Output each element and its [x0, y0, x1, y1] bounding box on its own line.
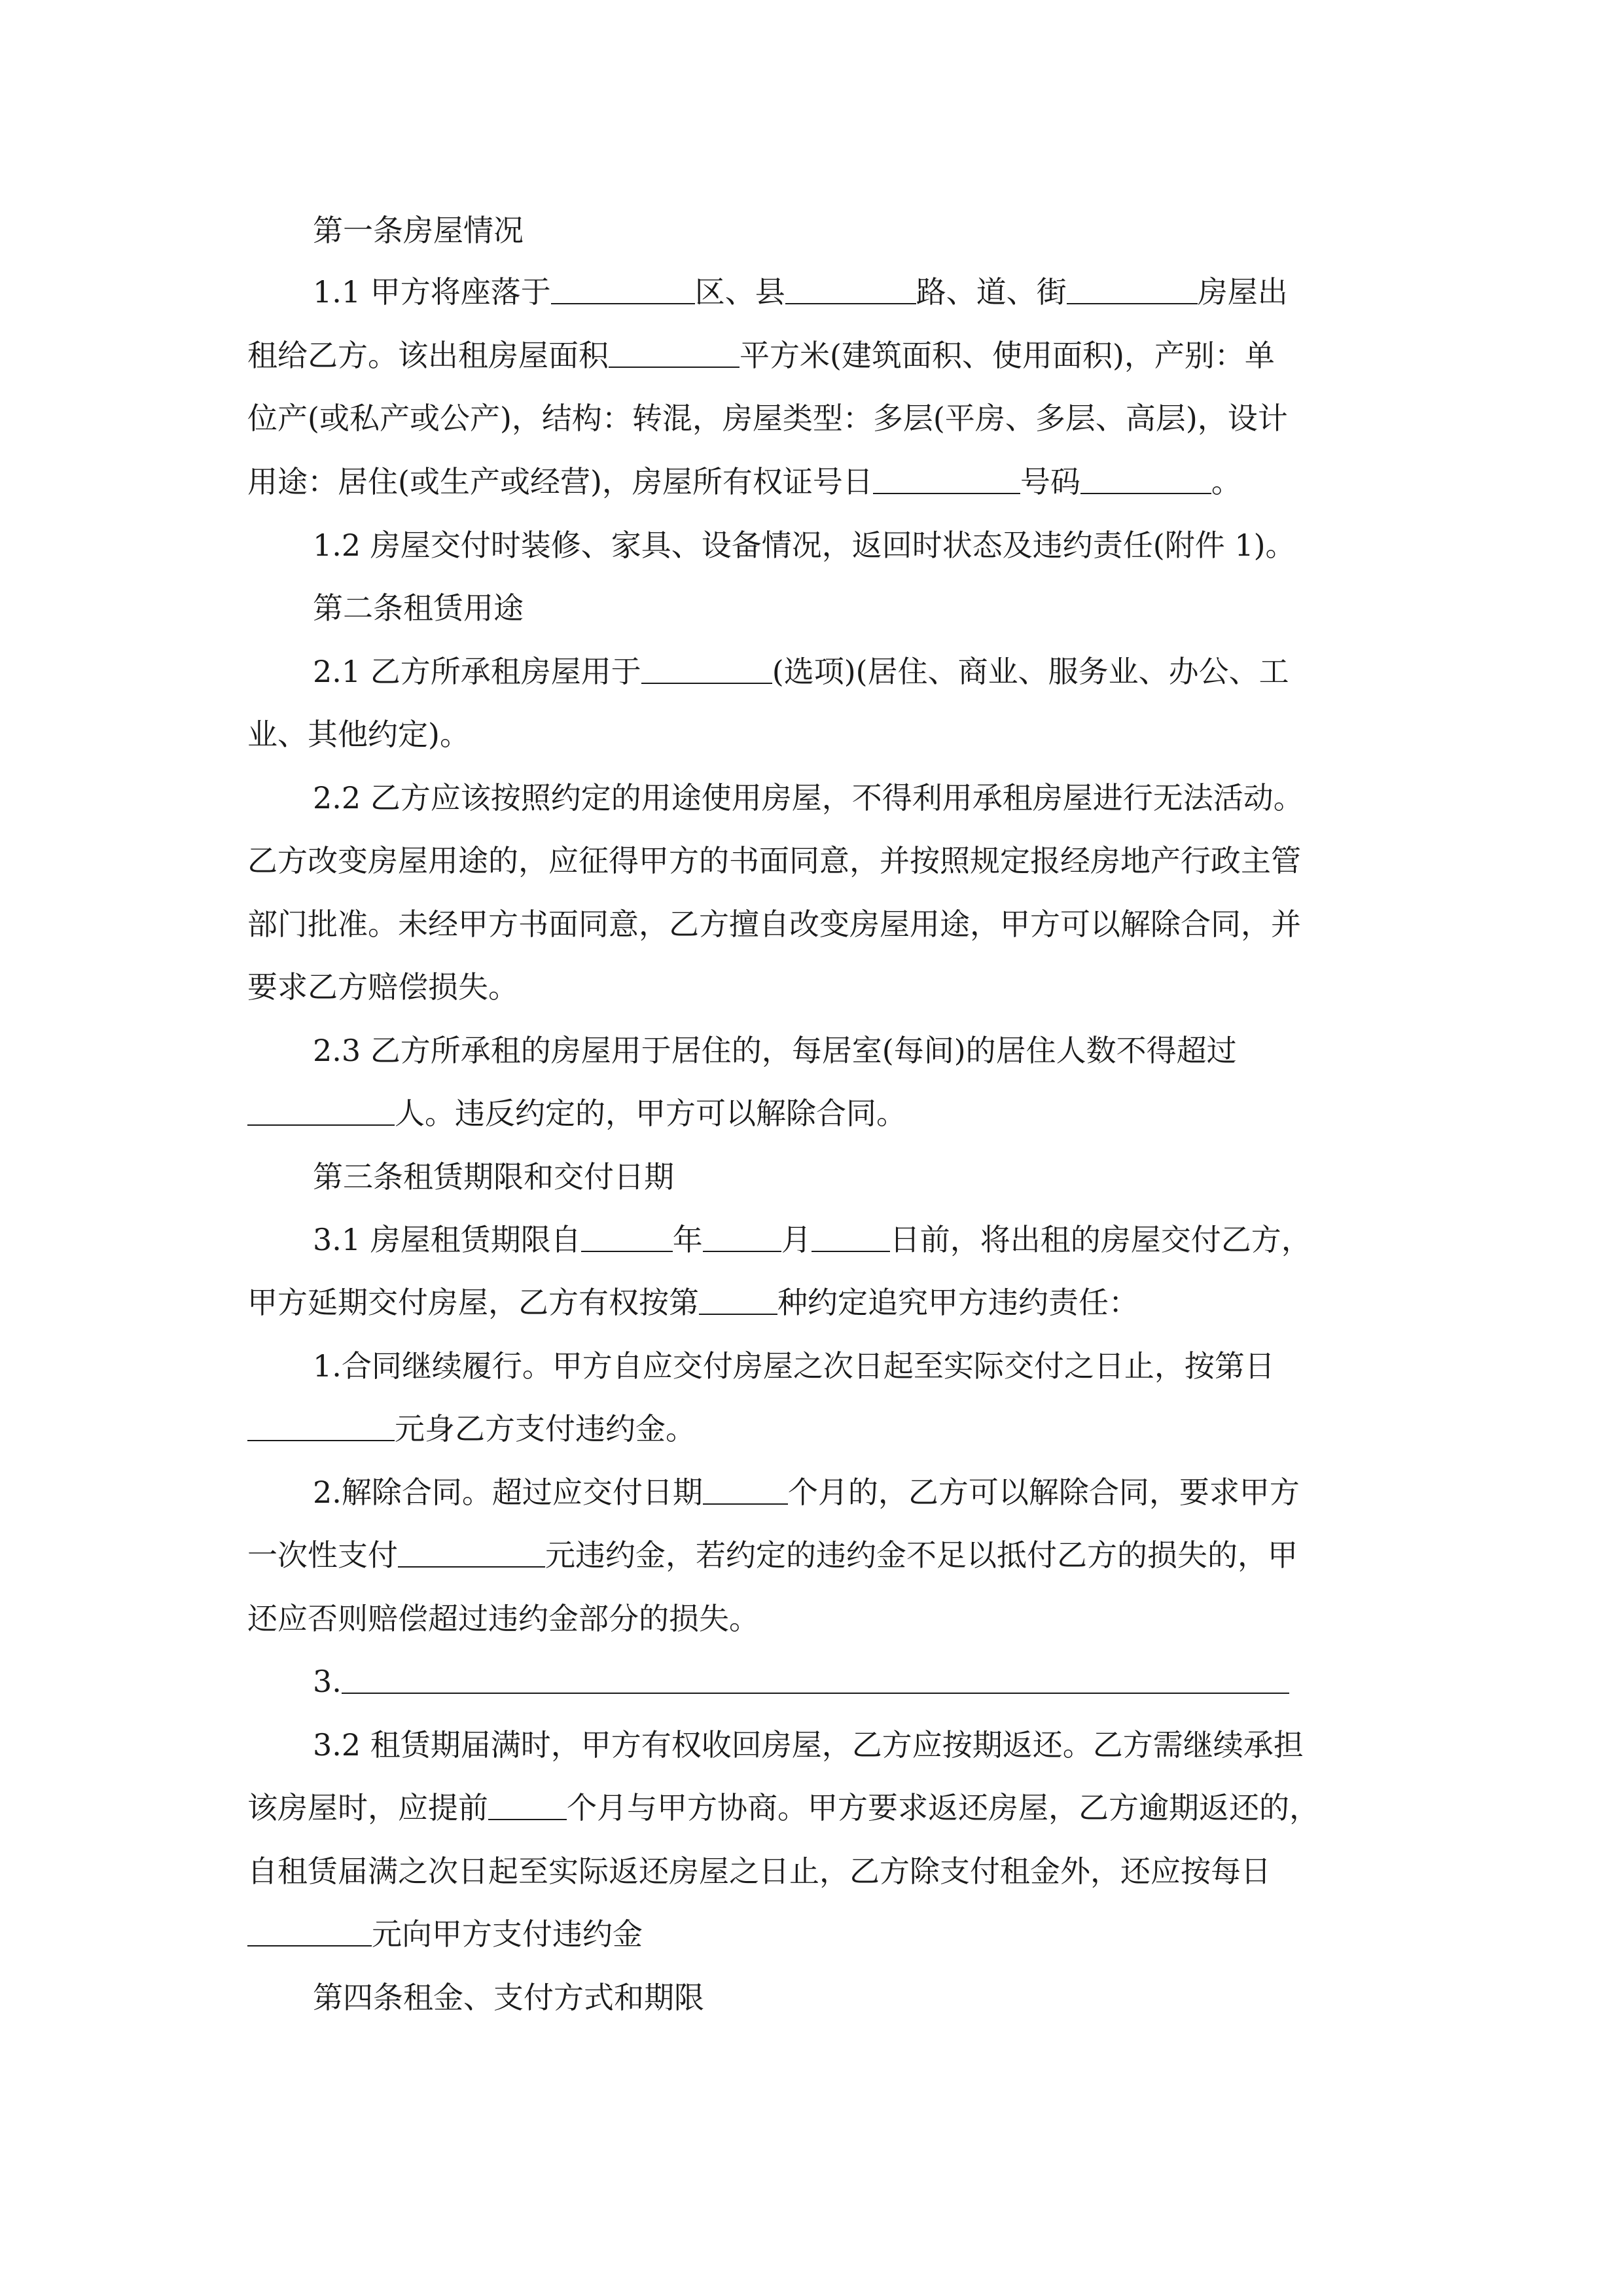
text-line: [0, 766, 1623, 830]
text-line: [0, 1270, 1623, 1335]
text-line: [0, 1587, 1623, 1651]
text-segment: 2.2 乙方应该按照约定的用途使用房屋，不得利用承租房屋进行无法活动。: [313, 780, 1304, 816]
text-line: [0, 955, 1623, 1019]
text-segment: 1.2 房屋交付时装修、家具、设备情况，返回时状态及违约责任(附件 1)。: [313, 528, 1296, 563]
fill-in-blank: [247, 1397, 395, 1441]
text-line: [0, 1081, 1623, 1145]
text-line: [0, 513, 1623, 577]
fill-in-blank: [873, 450, 1020, 494]
text-segment: 人。违反约定的，甲方可以解除合同。: [395, 1096, 906, 1131]
text-segment: 3.1 房屋租赁期限自: [313, 1222, 581, 1257]
text-line: [0, 1649, 1623, 1713]
text-segment: 房屋出: [1197, 274, 1288, 310]
fill-in-blank: [1080, 450, 1211, 494]
fill-in-blank: [488, 1776, 567, 1820]
text-segment: 个月的，乙方可以解除合同，要求甲方: [787, 1475, 1300, 1510]
text-line: [0, 1839, 1623, 1903]
text-line: [0, 1208, 1623, 1272]
text-segment: 要求乙方赔偿损失。: [247, 969, 518, 1005]
text-segment: 甲方延期交付房屋，乙方有权按第: [247, 1285, 699, 1320]
text-segment: 自租赁届满之次日起至实际返还房屋之日止，乙方除支付租金外，还应按每日: [247, 1854, 1271, 1889]
text-segment: 第三条租赁期限和交付日期: [313, 1159, 674, 1194]
text-segment: 2.1 乙方所承租房屋用于: [313, 654, 641, 689]
fill-in-blank: [398, 1523, 545, 1568]
text-segment: 部门批准。未经甲方书面同意，乙方擅自改变房屋用途，甲方可以解除合同，并: [247, 906, 1301, 942]
text-line: [0, 892, 1623, 956]
text-segment: 平方米(建筑面积、使用面积)，产别：单: [740, 338, 1275, 373]
fill-in-blank: [581, 1208, 673, 1252]
text-segment: 2.解除合同。超过应交付日期: [313, 1475, 703, 1510]
text-segment: 租给乙方。该出租房屋面积: [247, 338, 609, 373]
fill-in-blank: [641, 639, 772, 684]
text-line: [0, 1334, 1623, 1398]
text-segment: 区、县: [694, 274, 785, 310]
text-line: [0, 639, 1623, 704]
text-line: [0, 1965, 1623, 2030]
fill-in-blank: [247, 1902, 372, 1946]
fill-in-blank: [812, 1208, 890, 1252]
text-line: [0, 198, 1623, 262]
text-line: [0, 702, 1623, 766]
text-line: [0, 450, 1623, 514]
text-line: [0, 1460, 1623, 1524]
text-segment: 还应否则赔偿超过违约金部分的损失。: [247, 1601, 759, 1636]
text-segment: 2.3 乙方所承租的房屋用于居住的，每居室(每间)的居住人数不得超过: [313, 1033, 1237, 1068]
text-segment: 个月与甲方协商。甲方要求返还房屋，乙方逾期返还的，: [567, 1790, 1319, 1825]
text-line: [0, 323, 1623, 387]
text-line: [0, 576, 1623, 640]
text-segment: 3.: [313, 1664, 342, 1699]
text-segment: 乙方改变房屋用途的，应征得甲方的书面同意，并按照规定报经房地产行政主管: [247, 843, 1301, 878]
fill-in-blank: [551, 260, 695, 304]
fill-in-blank: [699, 1270, 777, 1315]
text-segment: 种约定追究甲方违约责任：: [777, 1285, 1139, 1320]
text-line: [0, 1713, 1623, 1777]
text-line: [0, 829, 1623, 893]
fill-in-blank: [247, 1081, 395, 1126]
text-segment: 号码: [1020, 464, 1080, 499]
fill-in-blank: [703, 1460, 788, 1505]
text-segment: 用途：居住(或生产或经营)，房屋所有权证号日: [247, 464, 873, 499]
text-segment: 元身乙方支付违约金。: [395, 1411, 696, 1446]
text-segment: 业、其他约定)。: [247, 717, 470, 752]
text-segment: 该房屋时，应提前: [247, 1790, 488, 1825]
text-segment: 日前，将出租的房屋交付乙方，: [889, 1222, 1311, 1257]
text-line: [0, 1145, 1623, 1209]
text-segment: 1.合同继续履行。甲方自应交付房屋之次日起至实际交付之日止，按第日: [313, 1348, 1275, 1384]
text-segment: 3.2 租赁期届满时，甲方有权收回房屋，乙方应按期返还。乙方需继续承担: [313, 1727, 1304, 1763]
text-line: [0, 260, 1623, 324]
text-segment: 第一条房屋情况: [313, 213, 524, 248]
text-segment: 第二条租赁用途: [313, 590, 524, 626]
fill-in-blank: [1067, 260, 1198, 304]
fill-in-blank: [609, 323, 740, 368]
text-segment: 元违约金，若约定的违约金不足以抵付乙方的损失的，甲: [545, 1537, 1298, 1573]
text-line: [0, 1902, 1623, 1966]
text-line: [0, 386, 1623, 450]
text-segment: 一次性支付: [247, 1537, 398, 1573]
text-segment: 路、道、街: [916, 274, 1067, 310]
fill-in-blank: [785, 260, 916, 304]
text-segment: 。: [1211, 464, 1241, 499]
fill-in-blank: [703, 1208, 781, 1252]
text-segment: 1.1 甲方将座落于: [313, 274, 551, 310]
text-line: [0, 1397, 1623, 1461]
text-segment: 位产(或私产或公产)，结构：转混，房屋类型：多层(平房、多层、高层)，设计: [247, 401, 1288, 436]
fill-in-blank: [342, 1649, 1289, 1694]
text-segment: 月: [781, 1222, 812, 1257]
text-segment: (选项)(居住、商业、服务业、办公、工: [772, 654, 1289, 689]
text-line: [0, 1018, 1623, 1083]
text-segment: 第四条租金、支付方式和期限: [313, 1980, 704, 2015]
text-segment: 元向甲方支付违约金: [372, 1916, 643, 1952]
text-segment: 年: [672, 1222, 703, 1257]
text-line: [0, 1776, 1623, 1840]
text-line: [0, 1523, 1623, 1587]
